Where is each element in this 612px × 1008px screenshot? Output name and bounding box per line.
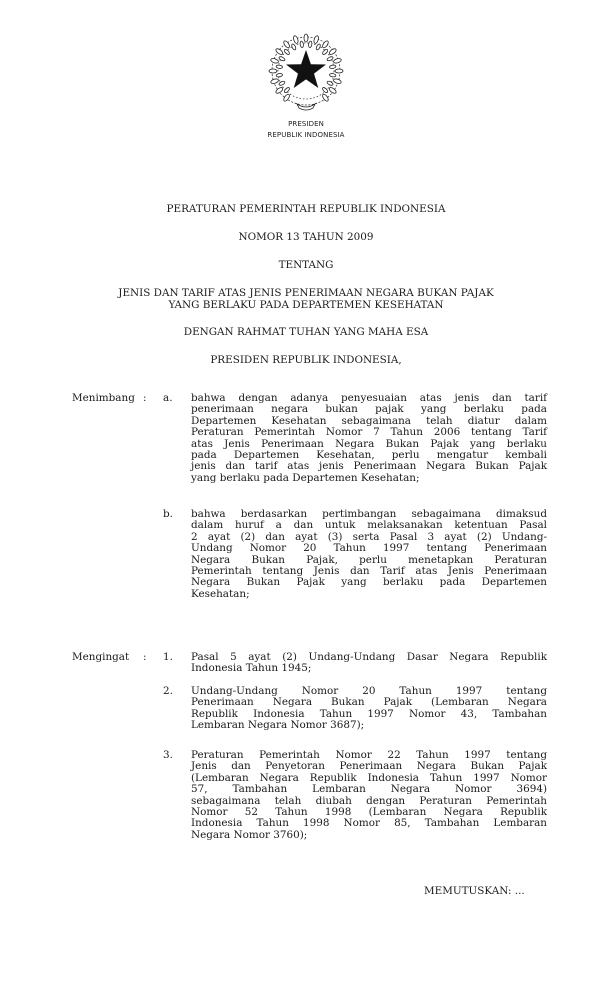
menimbang-label: Menimbang — [72, 392, 135, 404]
text-line: Indonesia Tahun 1998 Nomor 85, Tambahan Lembaran — [191, 817, 547, 830]
continuation-marker: MEMUTUSKAN: ... — [424, 885, 525, 897]
menimbang-item-a-marker: a. — [163, 392, 173, 404]
text-line: jenis dan tarif atas jenis Penerimaan Negara Bukan Pajak — [191, 460, 547, 473]
mengingat-item-1-marker: 1. — [163, 651, 173, 663]
issuer: PRESIDEN REPUBLIK INDONESIA, — [210, 354, 402, 366]
text-line: Penerimaan Negara Bukan Pajak (Lembaran Negara — [191, 696, 547, 709]
mengingat-label: Mengingat — [72, 651, 130, 663]
text-line: Pemerintah tentang Jenis dan Tarif atas Jenis Penerimaan — [191, 564, 547, 577]
letterhead-caption-line1: PRESIDEN — [288, 120, 324, 128]
text-line: (Lembaran Negara Republik Indonesia Tahun 1997 Nomor — [191, 771, 547, 784]
text-line: atas Jenis Penerimaan Negara Bukan Pajak yang berlaku — [191, 437, 547, 450]
text-line: bahwa dengan adanya penyesuaian atas jenis dan tarif — [191, 392, 547, 404]
regulation-about: TENTANG — [278, 259, 334, 271]
menimbang-item-b-marker: b. — [163, 508, 173, 520]
mengingat-item-2-marker: 2. — [163, 685, 173, 697]
mengingat-item-3-marker: 3. — [163, 749, 173, 761]
text-line: Undang Nomor 20 Tahun 1997 tentang Penerimaan — [191, 542, 547, 555]
mengingat-colon: : — [143, 651, 147, 663]
text-line: dalam huruf a dan untuk melaksanakan ketentuan Pasal — [191, 519, 547, 532]
menimbang-colon: : — [143, 392, 147, 404]
text-line: Peraturan Pemerintah Nomor 22 Tahun 1997 tentang — [191, 749, 547, 761]
menimbang-item-b — [191, 509, 547, 600]
invocation: DENGAN RAHMAT TUHAN YANG MAHA ESA — [183, 326, 429, 338]
garuda-star-laurel-emblem-icon — [267, 32, 345, 112]
text-line: Kesehatan; — [191, 587, 250, 600]
text-line: Indonesia Tahun 1945; — [191, 662, 312, 675]
regulation-title: PERATURAN PEMERINTAH REPUBLIK INDONESIA — [166, 203, 446, 215]
text-line: Lembaran Negara Nomor 3687); — [191, 719, 365, 732]
mengingat-item-1 — [191, 652, 547, 675]
text-line: Negara Nomor 3760); — [191, 828, 308, 841]
regulation-subject-line2: YANG BERLAKU PADA DEPARTEMEN KESEHATAN — [168, 299, 444, 311]
regulation-subject-line1: JENIS DAN TARIF ATAS JENIS PENERIMAAN NEGARA BUKAN PAJAK — [118, 287, 494, 299]
mengingat-item-3 — [191, 750, 547, 841]
text-line: Nomor 52 Tahun 1998 (Lembaran Negara Republik — [191, 805, 547, 818]
text-line: Peraturan Pemerintah Nomor 7 Tahun 2006 tentang Tarif — [191, 426, 547, 439]
text-line: 57, Tambahan Lembaran Negara Nomor 3694) — [191, 783, 547, 796]
text-line: Departemen Kesehatan sebagaimana telah diatur dalam — [191, 414, 547, 427]
text-line: yang berlaku pada Departemen Kesehatan; — [191, 471, 420, 484]
text-line: sebagaimana telah diubah dengan Peraturan Pemerintah — [191, 794, 547, 807]
regulation-number: NOMOR 13 TAHUN 2009 — [238, 231, 374, 243]
menimbang-item-a — [191, 393, 547, 484]
text-line: bahwa berdasarkan pertimbangan sebagaimana dimaksud — [191, 508, 547, 520]
text-line: Pasal 5 ayat (2) Undang-Undang Dasar Negara Republik — [191, 651, 547, 663]
text-line: pada Departemen Kesehatan, perlu mengatur kembali — [191, 448, 547, 461]
letterhead-caption-line2: REPUBLIK INDONESIA — [267, 131, 345, 139]
text-line: 2 ayat (2) dan ayat (3) serta Pasal 3 ayat (2) Undang- — [191, 530, 547, 543]
text-line: Republik Indonesia Tahun 1997 Nomor 43, Tambahan — [191, 707, 547, 720]
text-line: Negara Bukan Pajak yang berlaku pada Departemen — [191, 576, 547, 589]
text-line: Undang-Undang Nomor 20 Tahun 1997 tentang — [191, 685, 547, 697]
text-line: Negara Bukan Pajak, perlu menetapkan Peraturan — [191, 553, 547, 566]
mengingat-item-2 — [191, 686, 547, 732]
text-line: penerimaan negara bukan pajak yang berlaku pada — [191, 403, 547, 416]
text-line: Jenis dan Penyetoran Penerimaan Negara Bukan Pajak — [191, 760, 547, 773]
